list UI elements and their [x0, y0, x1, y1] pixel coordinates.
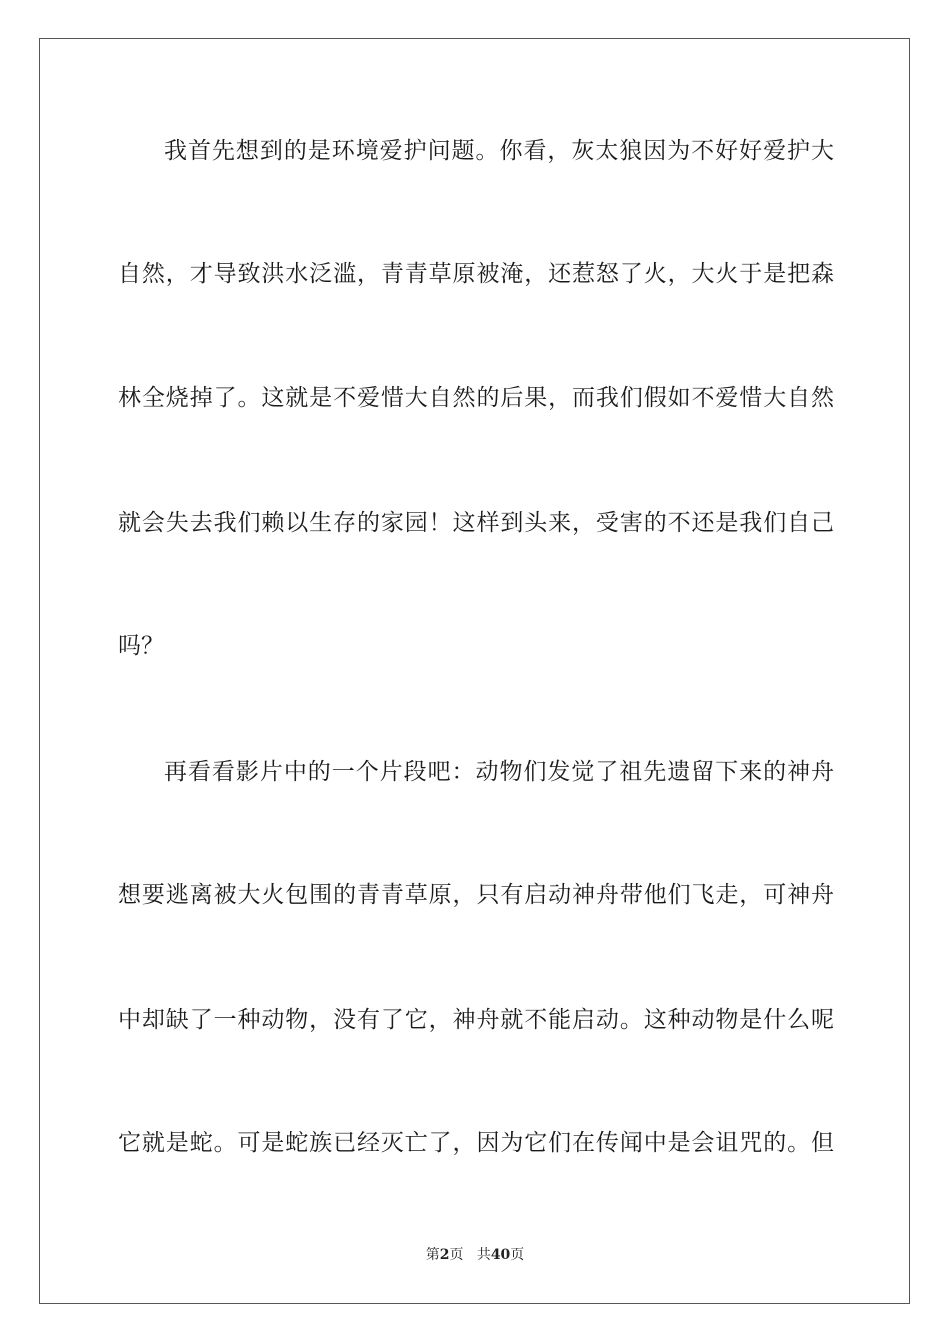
footer-total-suffix: 页: [510, 1247, 525, 1263]
paragraph-2-line-2: 想要逃离被大火包围的青青草原，只有启动神舟带他们飞走，可神舟: [118, 882, 834, 908]
page-footer: [0, 1246, 950, 1264]
paragraph-1-line-1: 我首先想到的是环境爱护问题。你看，灰太狼因为不好好爱护大: [164, 138, 834, 164]
footer-total-pages: 40: [490, 1247, 511, 1263]
paragraph-1-line-4: 就会失去我们赖以生存的家园！这样到头来，受害的不还是我们自己: [118, 510, 834, 536]
page-frame: [39, 38, 910, 1304]
footer-page-prefix: 第: [425, 1247, 440, 1263]
paragraph-1-line-5: 吗？: [118, 633, 164, 659]
footer-page-suffix: 页: [449, 1247, 464, 1263]
footer-page-number: 2: [439, 1247, 450, 1263]
paragraph-1-line-2: 自然，才导致洪水泛滥，青青草原被淹，还惹怒了火，大火于是把森: [118, 261, 834, 287]
paragraph-1-line-3: 林全烧掉了。这就是不爱惜大自然的后果，而我们假如不爱惜大自然: [118, 385, 834, 411]
paragraph-2-line-1: 再看看影片中的一个片段吧：动物们发觉了祖先遗留下来的神舟: [164, 759, 834, 785]
paragraph-2-line-4: 它就是蛇。可是蛇族已经灭亡了，因为它们在传闻中是会诅咒的。但: [118, 1130, 834, 1156]
paragraph-2-line-3: 中却缺了一种动物，没有了它，神舟就不能启动。这种动物是什么呢: [118, 1007, 834, 1033]
footer-total-prefix: 共: [476, 1247, 491, 1263]
